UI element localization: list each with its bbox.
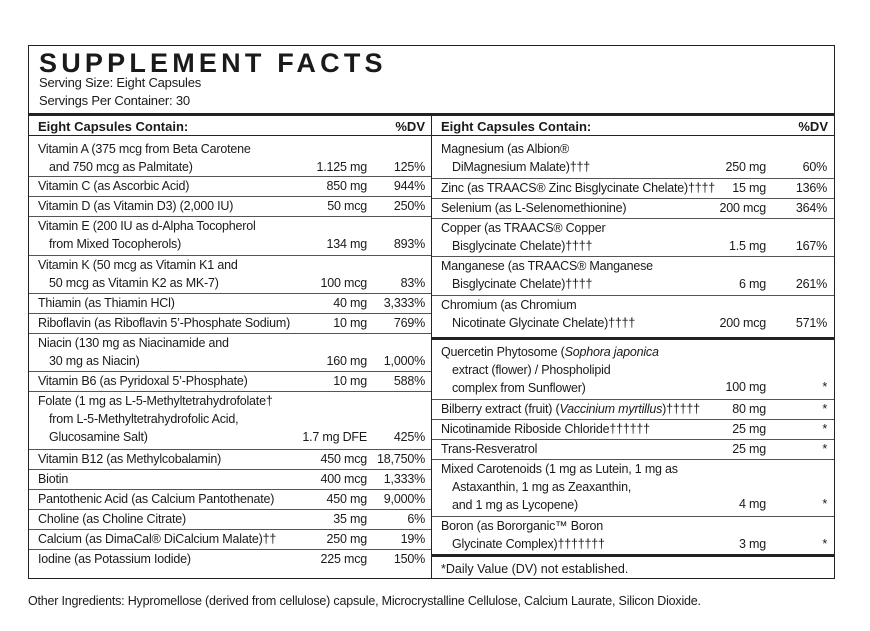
supplement-facts-panel — [28, 45, 835, 579]
nutrient-row-calcium — [29, 530, 431, 550]
nutrient-amount: 450 mg — [326, 492, 367, 506]
nutrient-amount: 3 mg — [739, 537, 766, 551]
nutrient-name: Riboflavin (as Riboflavin 5’-Phosphate Sodium) — [38, 316, 291, 330]
right-column-header — [432, 116, 834, 136]
panel-title: SUPPLEMENT FACTS — [39, 48, 387, 78]
nutrient-daily-value: 150% — [393, 552, 425, 566]
nutrient-name: 30 mg as Niacin) — [49, 354, 140, 368]
nutrient-daily-value: * — [822, 442, 827, 456]
nutrient-daily-value: * — [822, 422, 827, 436]
nutrient-amount: 4 mg — [739, 497, 766, 511]
servings-per-container: Servings Per Container: 30 — [39, 93, 190, 108]
nutrient-amount: 35 mg — [333, 512, 367, 526]
nutrient-amount: 10 mg — [333, 316, 367, 330]
nutrient-name: Zinc (as TRAACS® Zinc Bisglycinate Chelate)†††† — [441, 181, 715, 195]
nutrient-amount: 50 mcg — [327, 199, 367, 213]
nutrient-amount: 250 mg — [725, 160, 766, 174]
nutrient-row-magnesium — [432, 140, 834, 179]
nutrient-name: Vitamin K (50 mcg as Vitamin K1 and — [38, 258, 238, 272]
nutrient-name — [441, 400, 700, 418]
nutrient-daily-value: 1,000% — [383, 354, 425, 368]
nutrient-daily-value: 125% — [393, 160, 425, 174]
nutrient-daily-value: * — [822, 497, 827, 511]
nutrient-name: Boron (as Bororganic™ Boron — [441, 519, 604, 533]
nutrient-amount: 25 mg — [732, 442, 766, 456]
nutrient-daily-value: 944% — [393, 179, 425, 193]
nutrient-name — [38, 470, 68, 488]
nutrient-daily-value: * — [822, 402, 827, 416]
left-column-header — [29, 116, 431, 136]
nutrient-name — [441, 179, 715, 197]
nutrient-name: Sophora japonica — [564, 345, 659, 359]
nutrient-daily-value: 364% — [795, 201, 827, 215]
nutrient-name: and 750 mcg as Palmitate) — [49, 160, 193, 174]
nutrient-name: Mixed Carotenoids (1 mg as Lutein, 1 mg as — [441, 462, 678, 476]
serving-size: Serving Size: Eight Capsules — [39, 75, 202, 90]
nutrient-name — [441, 343, 659, 397]
nutrient-name: from Mixed Tocopherols) — [49, 237, 182, 251]
nutrient-daily-value: 425% — [393, 430, 425, 444]
nutrient-row-nicotinamide-riboside — [432, 420, 834, 440]
nutrient-name: Niacin (130 mg as Niacinamide and — [38, 336, 229, 350]
nutrient-row-biotin — [29, 470, 431, 490]
nutrient-row-choline — [29, 510, 431, 530]
nutrient-row-copper — [432, 219, 834, 257]
header-name: Eight Capsules Contain: — [441, 119, 592, 134]
nutrient-daily-value: 19% — [400, 532, 425, 546]
nutrient-name — [441, 460, 678, 514]
nutrient-amount: 80 mg — [732, 402, 766, 416]
other-ingredients: Other Ingredients: Hypromellose (derived from cellulose) capsule, Microcrystalline Cellulose, Calcium Laurate, Silicon Dioxide. — [28, 594, 701, 608]
nutrient-name — [441, 219, 605, 255]
nutrient-name — [38, 450, 221, 468]
nutrient-name — [38, 530, 276, 548]
nutrient-daily-value: 83% — [400, 276, 425, 290]
nutrient-name: Magnesium (as Albion® — [441, 142, 569, 156]
nutrient-daily-value: * — [822, 380, 827, 394]
nutrient-amount: 6 mg — [739, 277, 766, 291]
nutrient-name: Selenium (as L-Selenomethionine) — [441, 201, 627, 215]
nutrient-name — [38, 490, 274, 508]
nutrient-amount: 1.125 mg — [316, 160, 367, 174]
nutrient-name: Bilberry extract (fruit) ( — [441, 402, 560, 416]
nutrient-name — [38, 217, 256, 253]
nutrient-row-vitamin-a — [29, 140, 431, 177]
left-column — [29, 116, 432, 578]
nutrient-amount: 250 mg — [326, 532, 367, 546]
nutrient-name: 50 mcg as Vitamin K2 as MK-7) — [49, 276, 219, 290]
nutrient-daily-value: * — [822, 537, 827, 551]
nutrient-name — [38, 314, 290, 332]
nutrient-name: extract (flower) / Phospholipid — [452, 363, 611, 377]
nutrient-name: Calcium (as DimaCal® DiCalcium Malate)†† — [38, 532, 277, 546]
nutrient-name — [441, 400, 700, 418]
nutrient-name: Trans-Resveratrol — [441, 442, 538, 456]
nutrient-name: )††††† — [662, 402, 700, 416]
nutrient-row-zinc — [432, 179, 834, 199]
nutrient-name — [441, 343, 659, 361]
nutrient-name — [441, 140, 590, 176]
nutrient-name: Chromium (as Chromium — [441, 298, 577, 312]
nutrient-amount: 100 mcg — [320, 276, 367, 290]
nutrient-row-folate — [29, 392, 431, 450]
nutrient-row-niacin — [29, 334, 431, 372]
nutrient-row-iodine — [29, 550, 431, 570]
nutrient-row-vitamin-e — [29, 217, 431, 256]
nutrient-name: Copper (as TRAACS® Copper — [441, 221, 606, 235]
nutrient-name: Quercetin Phytosome ( — [441, 345, 565, 359]
nutrient-name: Bisglycinate Chelate)†††† — [452, 277, 593, 291]
nutrient-name — [441, 296, 635, 332]
nutrient-row-vitamin-b6 — [29, 372, 431, 392]
nutrient-name — [38, 256, 238, 292]
nutrient-daily-value: 571% — [795, 316, 827, 330]
nutrient-row-vitamin-c — [29, 177, 431, 197]
nutrient-row-trans-resveratrol — [432, 440, 834, 460]
nutrient-name: Vitamin B12 (as Methylcobalamin) — [38, 452, 222, 466]
nutrient-daily-value: 261% — [795, 277, 827, 291]
nutrient-name: from L-5-Methyltetrahydrofolic Acid, — [49, 412, 239, 426]
nutrient-name: Vitamin D (as Vitamin D3) (2,000 IU) — [38, 199, 234, 213]
nutrient-name: Vitamin C (as Ascorbic Acid) — [38, 179, 190, 193]
nutrient-daily-value: 136% — [795, 181, 827, 195]
nutrient-daily-value: 893% — [393, 237, 425, 251]
nutrient-row-thiamin — [29, 294, 431, 314]
nutrient-name: Vaccinium myrtillus — [559, 402, 663, 416]
nutrient-name: Glycinate Complex)††††††† — [452, 537, 605, 551]
nutrient-name: Vitamin A (375 mcg from Beta Carotene — [38, 142, 251, 156]
nutrient-daily-value: 60% — [802, 160, 827, 174]
nutrient-name — [441, 199, 626, 217]
header-dv: %DV — [798, 119, 828, 134]
nutrient-row-vitamin-b12 — [29, 450, 431, 470]
header-name: Eight Capsules Contain: — [38, 119, 189, 134]
nutrient-row-chromium — [432, 296, 834, 340]
nutrient-amount: 200 mcg — [719, 201, 766, 215]
nutrient-name: Thiamin (as Thiamin HCl) — [38, 296, 175, 310]
nutrient-row-riboflavin — [29, 314, 431, 334]
nutrient-name: Nicotinate Glycinate Chelate)†††† — [452, 316, 636, 330]
nutrient-daily-value: 1,333% — [383, 472, 425, 486]
nutrient-amount: 100 mg — [725, 380, 766, 394]
nutrient-daily-value: 588% — [393, 374, 425, 388]
nutrient-name: Folate (1 mg as L-5-Methyltetrahydrofolate† — [38, 394, 273, 408]
nutrient-row-boron — [432, 517, 834, 557]
nutrient-name: Iodine (as Potassium Iodide) — [38, 552, 191, 566]
nutrient-name: Nicotinamide Riboside Chloride†††††† — [441, 422, 650, 436]
header-dv: %DV — [395, 119, 425, 134]
nutrient-daily-value: 3,333% — [383, 296, 425, 310]
nutrient-row-quercetin — [432, 343, 834, 400]
nutrient-amount: 160 mg — [326, 354, 367, 368]
nutrient-amount: 1.7 mg DFE — [302, 430, 367, 444]
nutrient-name — [38, 510, 186, 528]
nutrient-name — [38, 294, 175, 312]
nutrient-name — [441, 517, 605, 553]
nutrient-amount: 1.5 mg — [728, 239, 766, 253]
nutrient-row-mixed-carotenoids — [432, 460, 834, 517]
nutrient-daily-value: 167% — [795, 239, 827, 253]
nutrient-row-pantothenic-acid — [29, 490, 431, 510]
nutrient-daily-value: 769% — [393, 316, 425, 330]
nutrient-name — [441, 420, 650, 438]
nutrient-name — [441, 257, 653, 293]
nutrient-daily-value: 18,750% — [377, 452, 425, 466]
daily-value-footnote: *Daily Value (DV) not established. — [441, 562, 629, 576]
nutrient-row-selenium — [432, 199, 834, 219]
nutrient-amount: 200 mcg — [719, 316, 766, 330]
nutrient-amount: 400 mcg — [320, 472, 367, 486]
nutrient-amount: 25 mg — [732, 422, 766, 436]
nutrient-name — [38, 372, 248, 390]
nutrient-name: Bisglycinate Chelate)†††† — [452, 239, 593, 253]
nutrient-name: Vitamin E (200 IU as d-Alpha Tocopherol — [38, 219, 256, 233]
nutrient-row-vitamin-k — [29, 256, 431, 294]
nutrient-amount: 134 mg — [326, 237, 367, 251]
nutrient-name: and 1 mg as Lycopene) — [452, 498, 578, 512]
nutrient-name — [441, 440, 537, 458]
nutrient-name — [38, 197, 233, 215]
nutrient-name — [38, 392, 273, 446]
nutrient-amount: 225 mcg — [320, 552, 367, 566]
nutrient-daily-value: 9,000% — [383, 492, 425, 506]
nutrient-daily-value: 250% — [393, 199, 425, 213]
nutrient-name: Glucosamine Salt) — [49, 430, 148, 444]
right-column — [432, 116, 834, 578]
nutrient-row-bilberry — [432, 400, 834, 420]
nutrient-name — [38, 550, 191, 568]
nutrient-amount: 15 mg — [732, 181, 766, 195]
nutrient-name: Astaxanthin, 1 mg as Zeaxanthin, — [452, 480, 632, 494]
nutrient-name: Vitamin B6 (as Pyridoxal 5’-Phosphate) — [38, 374, 248, 388]
nutrient-name: Biotin — [38, 472, 69, 486]
nutrient-name — [38, 140, 251, 176]
nutrient-daily-value: 6% — [407, 512, 425, 526]
nutrient-row-manganese — [432, 257, 834, 296]
nutrient-name — [38, 334, 229, 370]
nutrient-name: Pantothenic Acid (as Calcium Pantothenate) — [38, 492, 275, 506]
nutrient-name — [38, 177, 189, 195]
nutrient-name: complex from Sunflower) — [452, 381, 586, 395]
nutrient-amount: 40 mg — [333, 296, 367, 310]
nutrient-row-vitamin-d — [29, 197, 431, 217]
nutrient-name: Choline (as Choline Citrate) — [38, 512, 186, 526]
nutrient-name: Manganese (as TRAACS® Manganese — [441, 259, 653, 273]
nutrient-name: DiMagnesium Malate)††† — [452, 160, 591, 174]
nutrient-amount: 850 mg — [326, 179, 367, 193]
nutrient-amount: 10 mg — [333, 374, 367, 388]
nutrient-amount: 450 mcg — [320, 452, 367, 466]
